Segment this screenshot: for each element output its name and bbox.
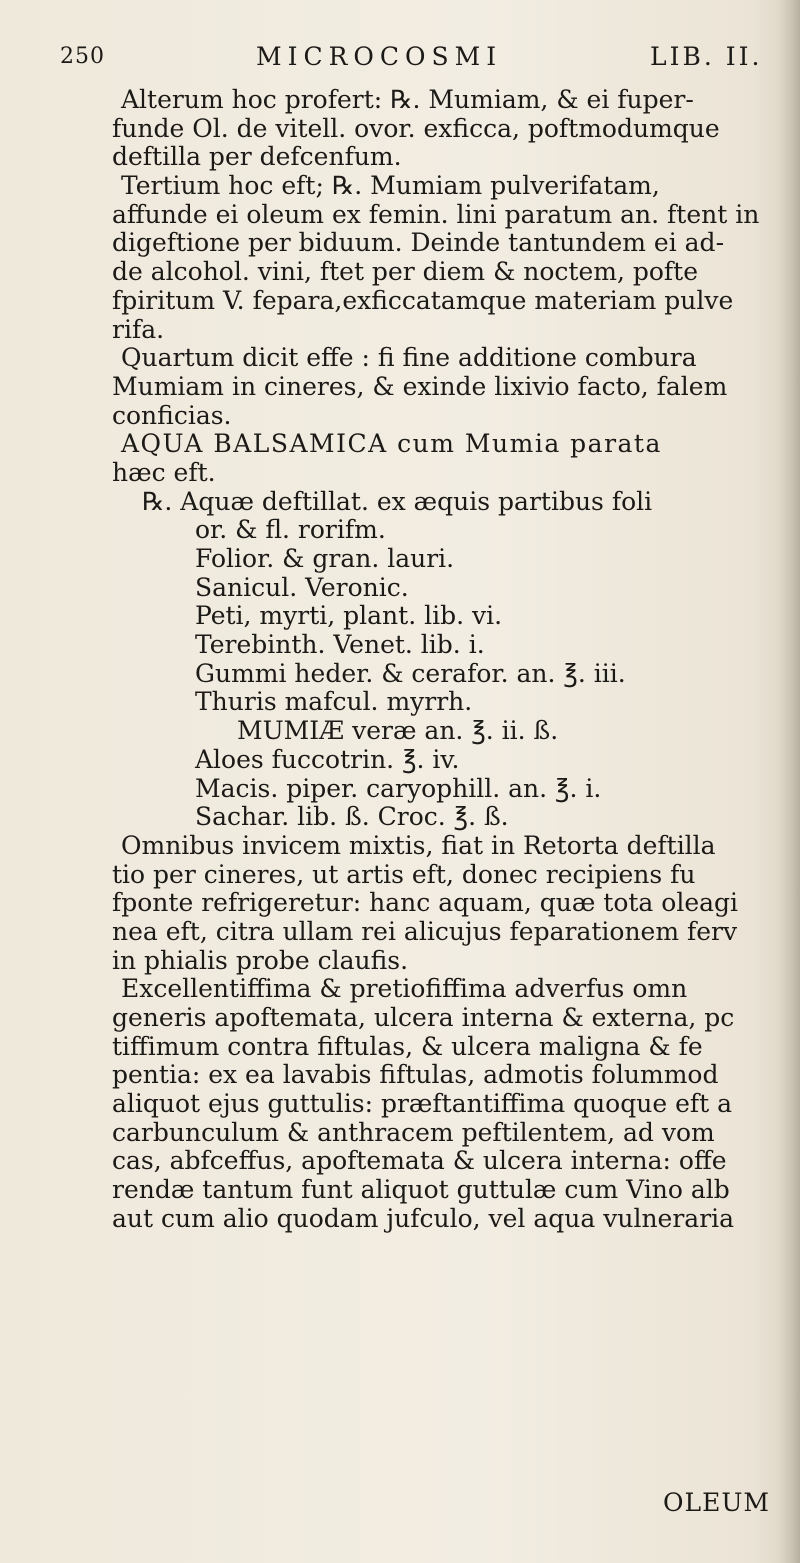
page-header <box>60 42 800 78</box>
text-line: carbunculum & anthracem peftilentem, ad vom <box>112 1117 715 1147</box>
page-number: 250 <box>60 44 105 69</box>
section-heading: AQUA BALSAMICA cum Mumia parata <box>121 429 662 459</box>
text-line: nea eft, citra ullam rei alicujus feparationem ferv <box>112 916 738 946</box>
text-line: rifa. <box>112 314 165 344</box>
book-number: LIB. II. <box>650 42 763 71</box>
text-line: Quartum dicit effe : fi fine additione combura <box>121 343 697 373</box>
text-line: Alterum hoc profert: ℞. Mumiam, & ei fuper- <box>121 85 694 114</box>
text-line: funde Ol. de vitell. ovor. exficca, poftmodumque <box>112 113 720 143</box>
text-line: pentia: ex ea lavabis fiftulas, admotis folummod <box>112 1060 719 1090</box>
text-line: tio per cineres, ut artis eft, donec recipiens fu <box>112 859 696 889</box>
recipe-line: Sachar. lib. ß. Croc. ℥. ß. <box>195 802 509 832</box>
text-line: de alcohol. vini, ftet per diem & noctem, pofte <box>112 257 699 287</box>
text-line: conficias. <box>112 400 232 430</box>
text-line: aut cum alio quodam jufculo, vel aqua vulneraria <box>112 1203 735 1233</box>
text-line: Omnibus invicem mixtis, fiat in Retorta deftilla <box>121 830 716 860</box>
text-line: hæc eft. <box>112 457 216 487</box>
page-edge-shadow <box>778 0 800 1563</box>
recipe-line: ℞. Aquæ deftillat. ex æquis partibus foli <box>142 486 653 516</box>
recipe-line: Gummi heder. & cerafor. an. ℥. iii. <box>195 658 626 688</box>
recipe-line: Thuris mafcul. myrrh. <box>195 687 473 717</box>
text-line: Mumiam in cineres, & exinde lixivio facto, falem <box>112 371 728 401</box>
text-line: fponte refrigeretur: hanc aquam, quæ tota oleagi <box>112 888 739 918</box>
text-line: Tertium hoc eft; ℞. Mumiam pulverifatam, <box>121 171 660 201</box>
recipe-line: Terebinth. Venet. lib. i. <box>195 630 485 660</box>
recipe-line: MUMIÆ veræ an. ℥. ii. ß. <box>237 716 559 746</box>
body-text <box>112 86 800 1234</box>
running-title: MICROCOSMI <box>256 42 503 71</box>
recipe-line: Macis. piper. caryophill. an. ℥. i. <box>195 773 602 803</box>
text-line: digeftione per biduum. Deinde tantundem ei ad- <box>112 228 725 258</box>
text-line: rendæ tantum funt aliquot guttulæ cum Vino alb <box>112 1175 730 1205</box>
recipe-line: Sanicul. Veronic. <box>195 572 409 602</box>
recipe-line: Peti, myrti, plant. lib. vi. <box>195 601 503 631</box>
recipe-line: or. & fl. rorifm. <box>195 515 386 545</box>
text-line: generis apoftemata, ulcera interna & externa, pc <box>112 1003 735 1032</box>
text-line: cas, abfceffus, apoftemata & ulcera interna: offe <box>112 1146 727 1176</box>
text-line: affunde ei oleum ex femin. lini paratum an. ftent in <box>112 199 760 229</box>
text-line: in phialis probe claufis. <box>112 945 409 975</box>
recipe-line: Aloes fuccotrin. ℥. iv. <box>195 744 460 774</box>
text-line: aliquot ejus guttulis: præftantiffima quoque eft a <box>112 1089 733 1119</box>
text-line: tiffimum contra fiftulas, & ulcera maligna & fe <box>112 1031 703 1061</box>
text-line: Excellentiffima & pretiofiffima adverfus omn <box>121 974 688 1004</box>
text-line: fpiritum V. fepara,exficcatamque materiam pulve <box>112 285 734 315</box>
recipe-line: Folior. & gran. lauri. <box>195 544 455 573</box>
text-line: deftilla per defcenfum. <box>112 142 402 172</box>
catchword: OLEUM <box>662 1488 770 1517</box>
